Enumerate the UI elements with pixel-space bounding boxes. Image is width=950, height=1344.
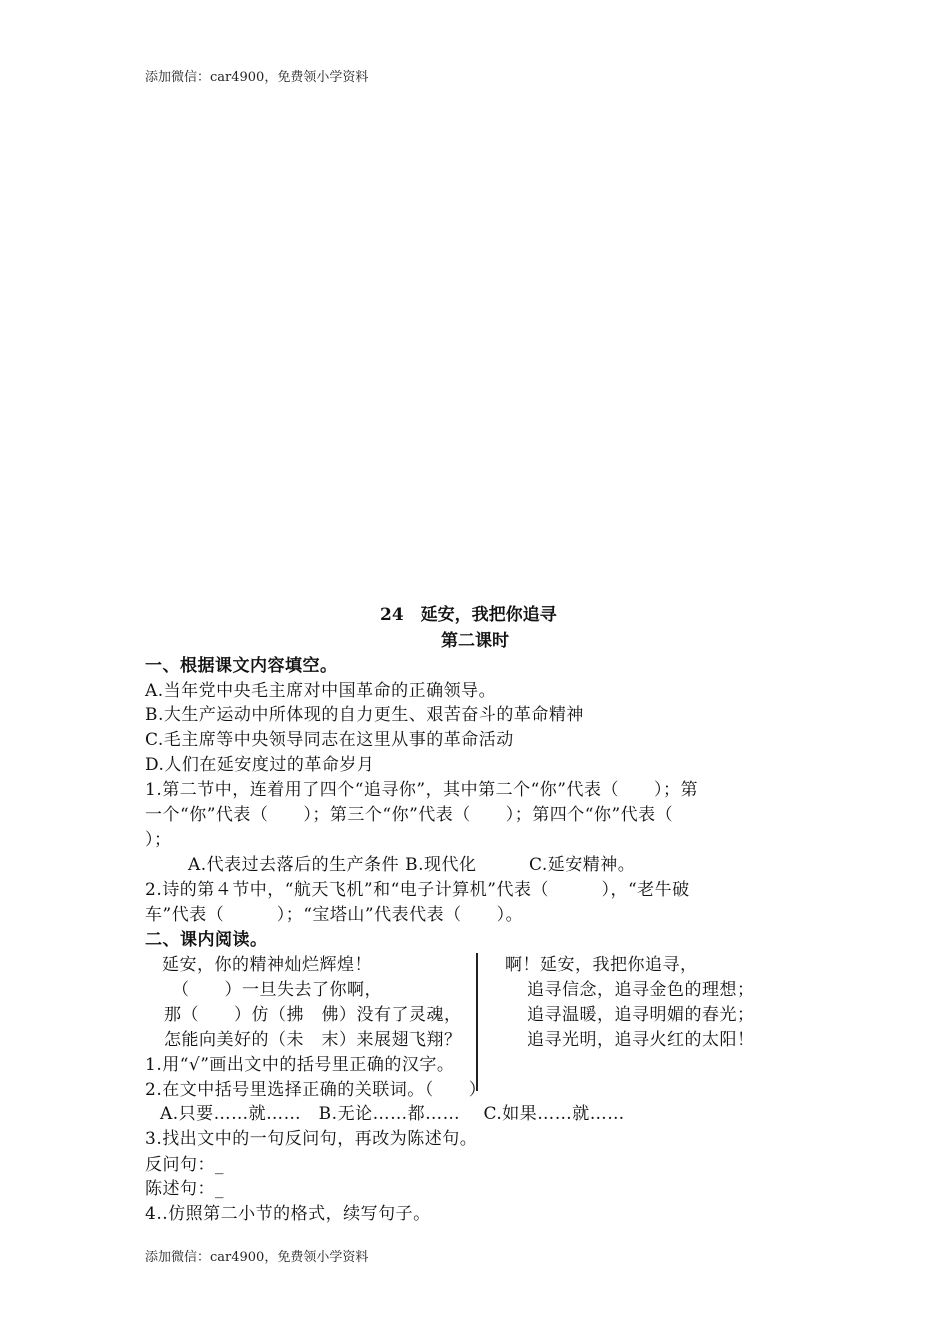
rhetorical-question-label: 反问句：_ bbox=[145, 1155, 224, 1175]
poem-left-line-3: 那（ ）仿（拂 佛）没有了灵魂， bbox=[164, 1005, 462, 1025]
option-c: C.毛主席等中央领导同志在这里从事的革命活动 bbox=[145, 730, 514, 750]
poem-right-line-2: 追寻信念，追寻金色的理想； bbox=[527, 980, 755, 1000]
poem-left-line-4: 怎能向美好的（未 末）来展翅飞翔？ bbox=[164, 1030, 462, 1050]
reading-question-2: 2.在文中括号里选择正确的关联词。（ ） bbox=[145, 1080, 487, 1100]
page-header: 添加微信：car4900，免费领小学资料 bbox=[145, 70, 369, 85]
poem-divider-line bbox=[476, 953, 478, 1091]
reading-question-1: 1.用“√”画出文中的括号里正确的汉字。 bbox=[145, 1055, 455, 1075]
reading-question-4: 4..仿照第二小节的格式，续写句子。 bbox=[145, 1204, 431, 1224]
page-footer: 添加微信：car4900，免费领小学资料 bbox=[145, 1250, 369, 1265]
question-1-line-1: 1.第二节中，连着用了四个“追寻你”，其中第二个“你”代表（ ）；第 bbox=[145, 780, 698, 800]
poem-right-line-4: 追寻光明，追寻火红的太阳！ bbox=[527, 1030, 755, 1050]
question-1-choices: A.代表过去落后的生产条件 B.现代化 C.延安精神。 bbox=[188, 855, 636, 875]
reading-question-2-choices: A.只要……就…… B.无论……都…… C.如果……就…… bbox=[160, 1104, 625, 1124]
question-2-line-1: 2.诗的第４节中，“航天飞机”和“电子计算机”代表（ ），“老牛破 bbox=[145, 880, 690, 900]
section1-heading: 一、根据课文内容填空。 bbox=[145, 656, 338, 676]
section2-heading: 二、课内阅读。 bbox=[145, 930, 268, 950]
question-1-line-2: 一个“你”代表（ ）；第三个“你”代表（ ）；第四个“你”代表（ bbox=[145, 805, 674, 825]
option-b: B.大生产运动中所体现的自力更生、艰苦奋斗的革命精神 bbox=[145, 705, 584, 725]
poem-right-line-3: 追寻温暖，追寻明媚的春光； bbox=[527, 1005, 755, 1025]
declarative-sentence-label: 陈述句：_ bbox=[145, 1179, 224, 1199]
question-2-line-2: 车”代表（ ）；“宝塔山”代表代表（ ）。 bbox=[145, 905, 524, 925]
lesson-subtitle: 第二课时 bbox=[441, 631, 509, 651]
lesson-title: 24 延安，我把你追寻 bbox=[380, 605, 557, 625]
poem-right-line-1: 啊！延安，我把你追寻， bbox=[505, 955, 698, 975]
poem-left-line-2: （ ）一旦失去了你啊， bbox=[172, 980, 382, 1000]
reading-question-3: 3.找出文中的一句反问句，再改为陈述句。 bbox=[145, 1129, 478, 1149]
option-d: D.人们在延安度过的革命岁月 bbox=[145, 755, 375, 775]
option-a: A.当年党中央毛主席对中国革命的正确领导。 bbox=[145, 681, 497, 701]
question-1-line-3: ）； bbox=[145, 830, 172, 850]
poem-left-line-1: 延安，你的精神灿烂辉煌！ bbox=[162, 955, 372, 975]
